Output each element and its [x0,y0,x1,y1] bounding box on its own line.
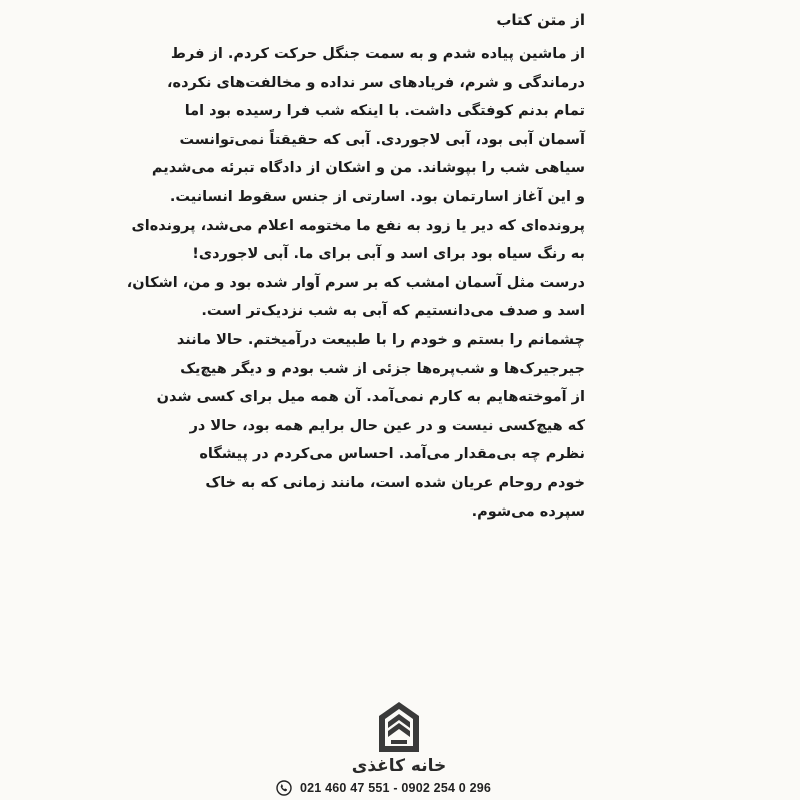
excerpt-line: خودم روحام عریان شده است، مانند زمانی که به خاک [205,474,585,491]
excerpt-line: درست مثل آسمان امشب که بر سرم آوار شده بود و من، اشکان، [126,274,585,291]
excerpt-line: به رنگ سیاه بود برای اسد و آبی برای ما. آبی لاجوردی! [192,246,585,263]
excerpt-line: اسد و صدف می‌دانستیم که آبی به شب نزدیک‌تر است. [201,303,585,320]
excerpt-line: پرونده‌ای که دیر یا زود به نفع ما مختومه اعلام می‌شد، پرونده‌ای [131,217,585,234]
excerpt-line: و این آغاز اسارتمان بود. اسارتی از جنس سقوط انسانیت. [169,188,585,205]
excerpt-line: تمام بدنم کوفتگی داشت. با اینکه شب فرا رسیده بود اما [184,103,585,120]
excerpt-line: از آموخته‌هایم به کارم نمی‌آمد. آن همه میل برای کسی شدن [156,389,585,406]
excerpt-line: چشمانم را بستم و خودم را با طبیعت درآمیختم. حالا مانند [176,331,585,348]
publisher-name: خانه کاغذی [351,756,447,776]
publisher-logo [339,700,459,778]
excerpt-line: آسمان آبی بود، آبی لاجوردی. آبی که حقیقتاً نمی‌توانست [179,131,585,148]
excerpt-line: که هیچ‌کسی نیست و در عین حال برایم همه بود، حالا در [189,417,585,434]
house-logo-icon [377,700,421,754]
phone-numbers: 021 460 47 551 - 0902 254 0 296 [300,781,492,795]
excerpt-line: از ماشین پیاده شدم و به سمت جنگل حرکت کردم. از فرط [170,46,585,62]
phone-icon [276,780,292,796]
excerpt-line: سپرده می‌شوم. [471,503,585,520]
excerpt-line: درماندگی و شرم، فریادهای سر نداده و مخالفت‌های نکرده، [167,74,585,91]
excerpt-line: سیاهی شب را بپوشاند. من و اشکان از دادگاه تبرئه می‌شدیم [151,160,585,177]
excerpt-line: نظرم چه بی‌مقدار می‌آمد. احساس می‌کردم در پیشگاه [199,446,585,463]
section-heading: از متن کتاب [496,11,585,29]
excerpt-line: جیرجیرک‌ها و شب‌پره‌ها جزئی از شب بودم و دیگر هیچ‌یک [180,360,585,377]
excerpt-text [126,40,585,526]
contact-line [276,778,491,798]
